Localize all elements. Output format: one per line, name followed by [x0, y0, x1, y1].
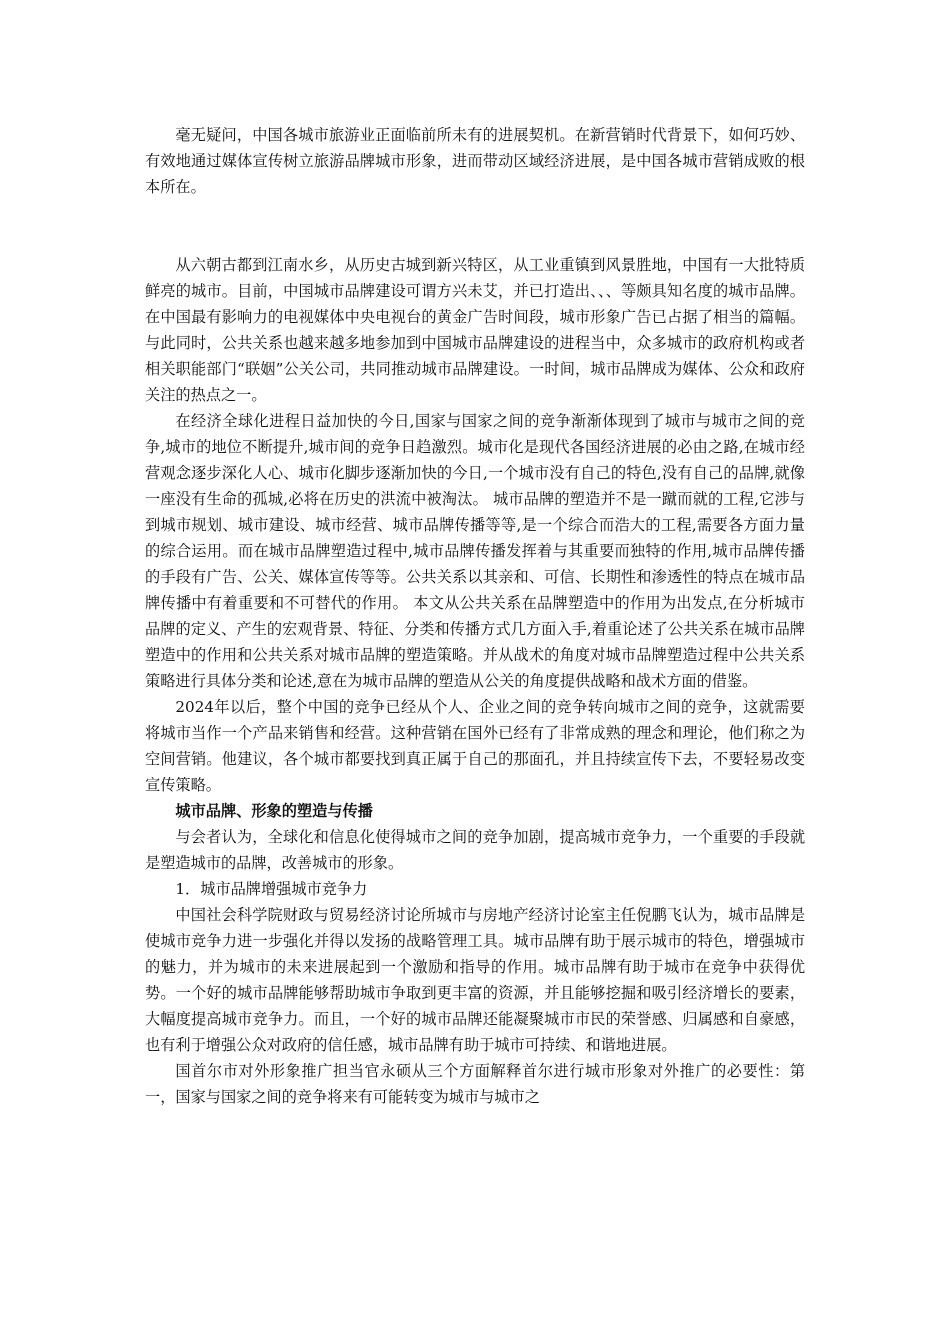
paragraph-ni-pengfei: 中国社会科学院财政与贸易经济讨论所城市与房地产经济讨论室主任倪鹏飞认为，城市品牌是使城市竞争力进一步强化并得以发扬的战略管理工具。城市品牌有助于展示城市的特色，增强城市的魅力，并为城市的未来进展起到一个激励和指导的作用。城市品牌有助于城市在竞争中获得优势。一个好的城市品牌能够帮助城市争取到更丰富的资源，并且能够挖掘和吸引经济增长的要素，大幅度提高城市竞争力。而且，一个好的城市品牌还能凝聚城市市民的荣誉感、归属感和自豪感，也有利于增强公众对政府的信任感，城市品牌有助于城市可持续、和谐地进展。 — [145, 906, 805, 1054]
paragraph-intro: 毫无疑问，中国各城市旅游业正面临前所未有的进展契机。在新营销时代背景下，如何巧妙、有效地通过媒体宣传树立旅游品牌城市形象，进而带动区域经济进展，是中国各城市营销成败的根本所在。 — [145, 126, 805, 196]
section-heading: 城市品牌、形象的塑造与传播 — [175, 802, 373, 820]
subsection-heading: 1．城市品牌增强城市竞争力 — [175, 880, 368, 898]
paragraph-seoul: 国首尔市对外形象推广担当官永硕从三个方面解释首尔进行城市形象对外推广的必要性：第一，国家与国家之间的竞争将来有可能转变为城市与城市之 — [145, 1062, 805, 1106]
body-block — [145, 252, 805, 1110]
paragraph-city-overview: 从六朝古都到江南水乡，从历史古城到新兴特区，从工业重镇到风景胜地，中国有一大批特质鲜亮的城市。目前，中国城市品牌建设可谓方兴未艾，并已打造出、、、等颇具知名度的城市品牌。在中国最有影响力的电视媒体中央电视台的黄金广告时间段，城市形象广告已占据了相当的篇幅。与此同时，公共关系也越来越多地参加到中国城市品牌建设的进程当中，众多城市的政府机构或者相关职能部门“联姻”公关公司，共同推动城市品牌建设。一时间，城市品牌成为媒体、公众和政府关注的热点之一。 — [145, 256, 805, 404]
intro-block — [145, 122, 805, 200]
paragraph-2024-competition: 2024年以后，整个中国的竞争已经从个人、企业之间的竞争转向城市之间的竞争，这就需要将城市当作一个产品来销售和经营。这种营销在国外已经有了非常成熟的理念和理论，他们称之为空间营销。他建议，各个城市都要找到真正属于自己的那面孔，并且持续宣传下去，不要轻易改变宣传策略。 — [145, 698, 805, 794]
paragraph-conference-view: 与会者认为，全球化和信息化使得城市之间的竞争加剧，提高城市竞争力，一个重要的手段就是塑造城市的品牌，改善城市的形象。 — [145, 828, 805, 872]
paragraph-globalization: 在经济全球化进程日益加快的今日,国家与国家之间的竞争渐渐体现到了城市与城市之间的竞争,城市的地位不断提升,城市间的竞争日趋激烈。城市化是现代各国经济进展的必由之路,在城市经营观念逐步深化人心、城市化脚步逐渐加快的今日,一个城市没有自己的特色,没有自己的品牌,就像一座没有生命的孤城,必将在历史的洪流中被淘汰。 城市品牌的塑造并不是一蹴而就的工程,它涉与到城市规划、城市建设、城市经营、城市品牌传播等等,是一个综合而浩大的工程,需要各方面力量的综合运用。而在城市品牌塑造过程中,城市品牌传播发挥着与其重要而独特的作用,城市品牌传播的手段有广告、公关、媒体宣传等等。公共关系以其亲和、可信、长期性和渗透性的特点在城市品牌传播中有着重要和不可替代的作用。 本文从公共关系在品牌塑造中的作用为出发点,在分析城市品牌的定义、产生的宏观背景、特征、分类和传播方式几方面入手,着重论述了公共关系在城市品牌塑造中的作用和公共关系对城市品牌的塑造策略。并从战术的角度对城市品牌塑造过程中公共关系策略进行具体分类和论述,意在为城市品牌的塑造从公关的角度提供战略和战术方面的借鉴。 — [145, 412, 805, 690]
